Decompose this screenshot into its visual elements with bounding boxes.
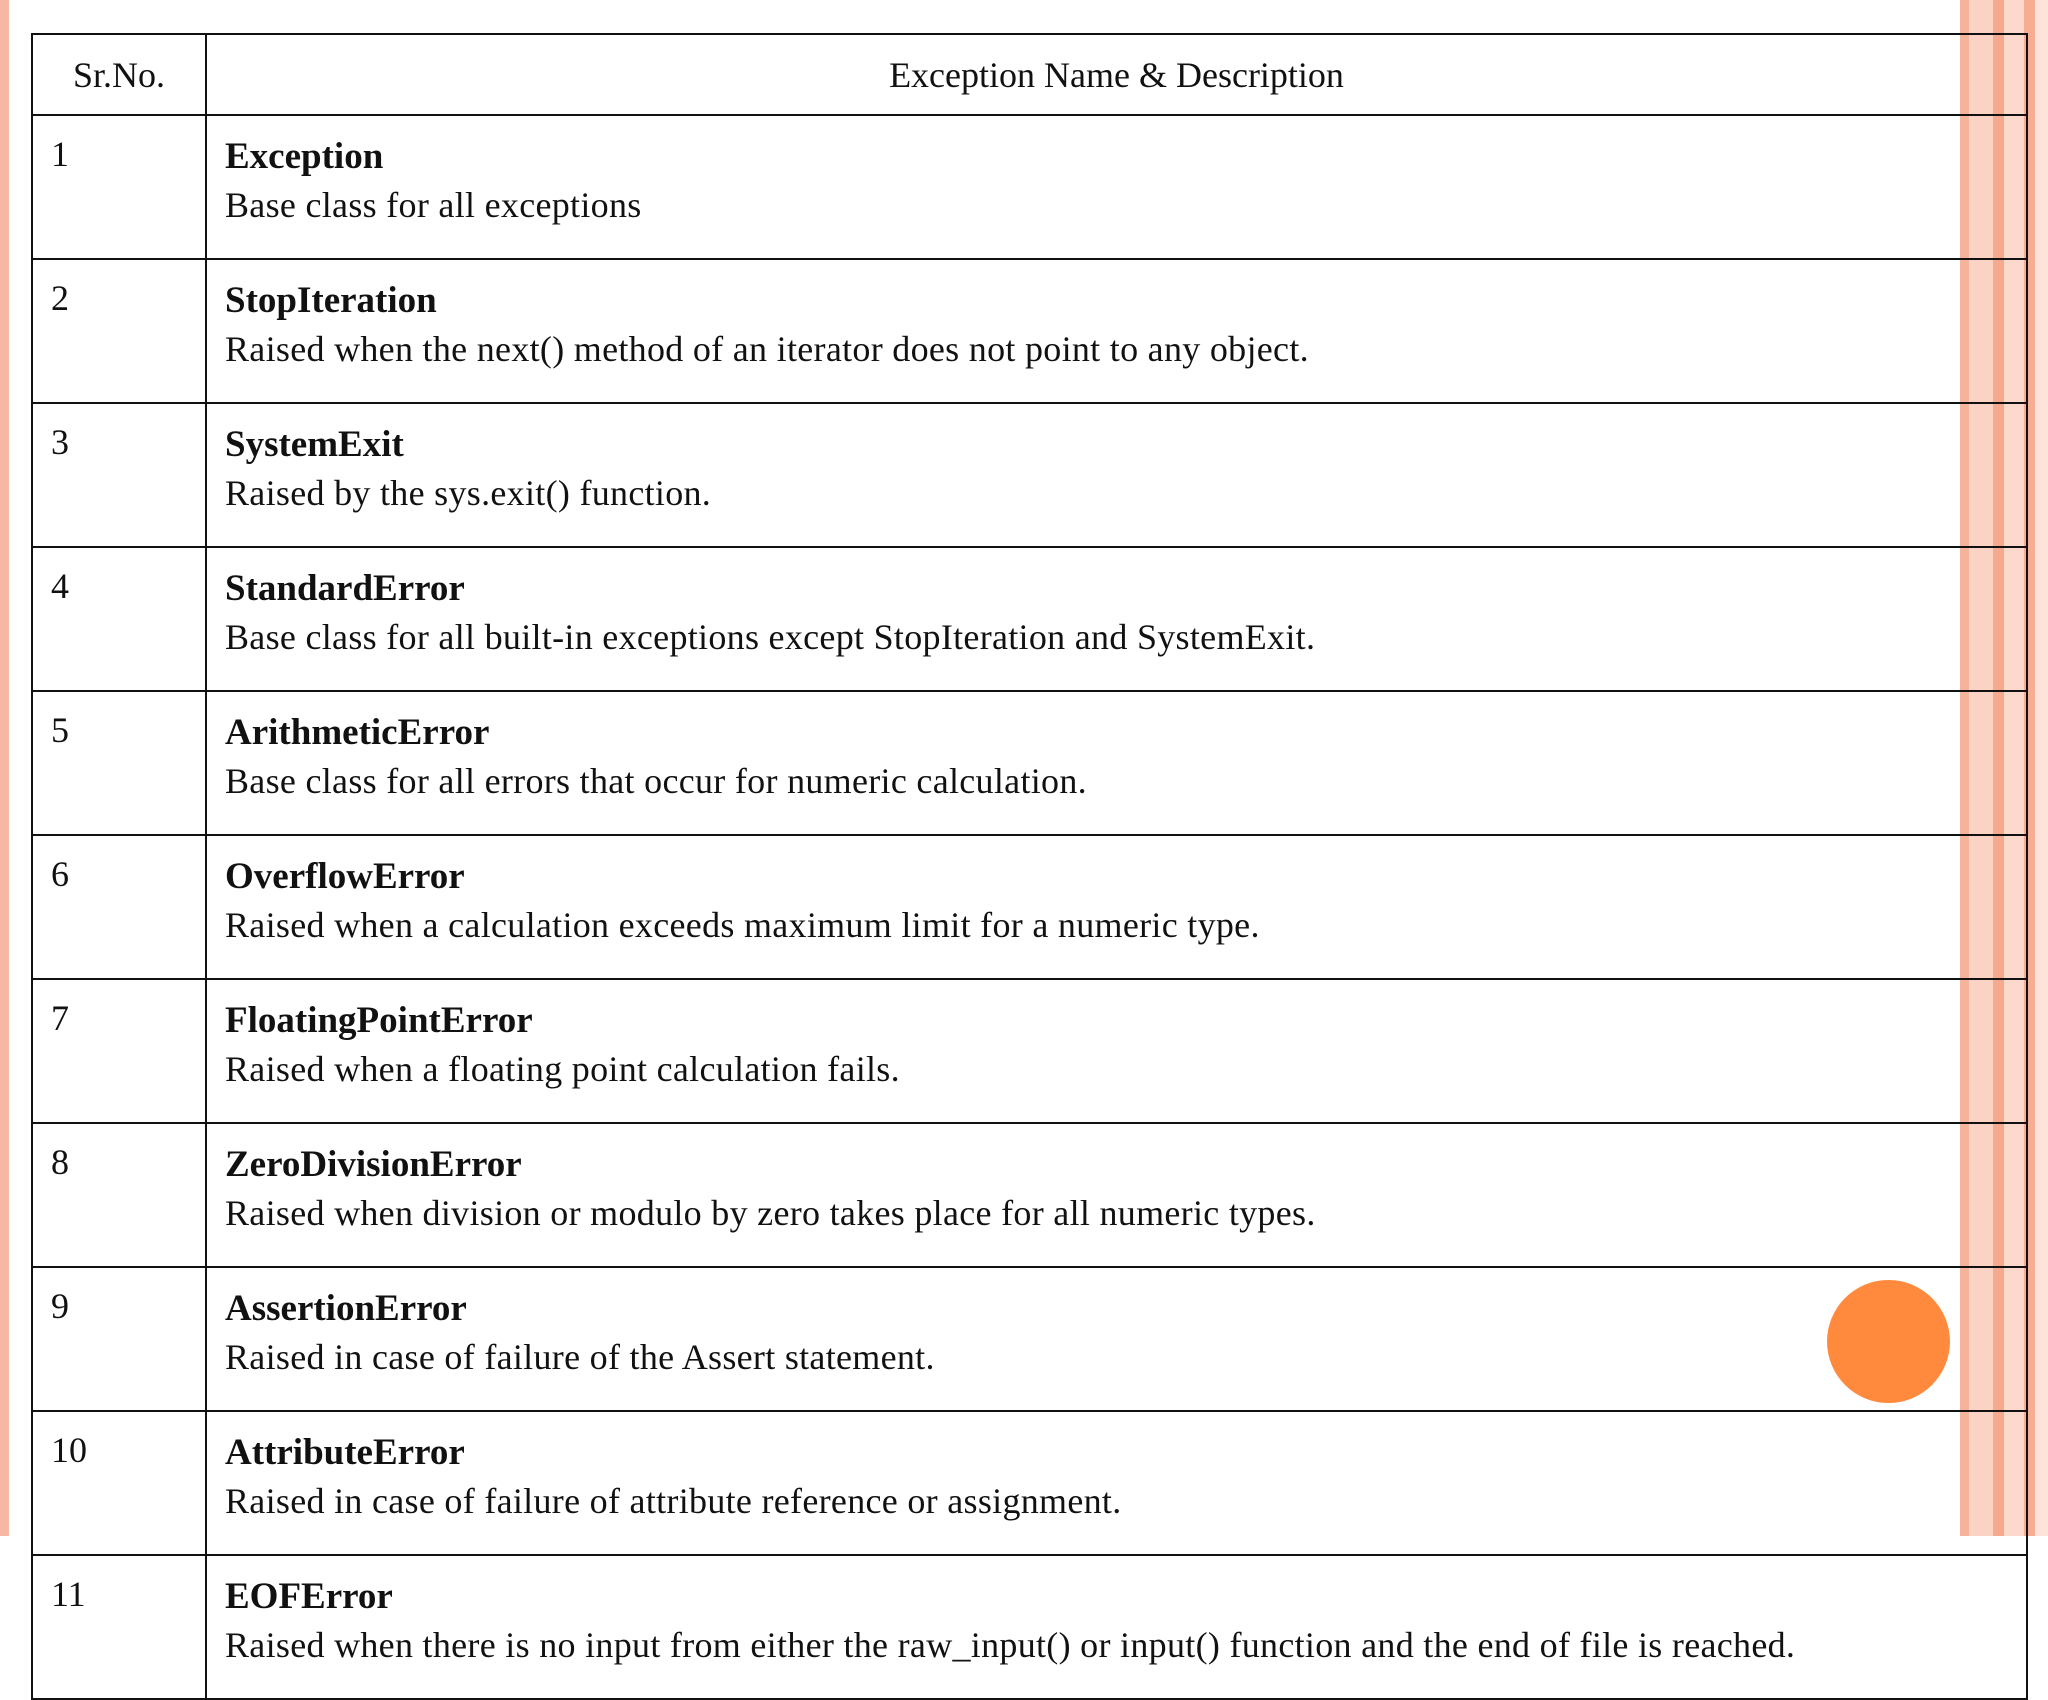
slide-right-stripe bbox=[2035, 0, 2048, 1536]
srno-column-header: Sr.No. bbox=[32, 34, 206, 115]
exception-cell bbox=[206, 1555, 2027, 1699]
exception-name: AssertionError bbox=[225, 1288, 467, 1329]
table-row bbox=[32, 979, 2027, 1123]
exception-name: AttributeError bbox=[225, 1432, 465, 1473]
row-number: 2 bbox=[32, 259, 206, 403]
table-row bbox=[32, 403, 2027, 547]
exception-name: SystemExit bbox=[225, 424, 404, 465]
exception-description: Raised by the sys.exit() function. bbox=[225, 473, 712, 513]
exception-name: ArithmeticError bbox=[225, 712, 490, 753]
exception-cell bbox=[206, 1123, 2027, 1267]
exception-description: Base class for all built-in exceptions except StopIteration and SystemExit. bbox=[225, 617, 1316, 657]
row-number: 11 bbox=[32, 1555, 206, 1699]
exception-cell bbox=[206, 403, 2027, 547]
table-row bbox=[32, 259, 2027, 403]
exception-cell bbox=[206, 547, 2027, 691]
exception-name: StopIteration bbox=[225, 280, 437, 321]
exception-name: StandardError bbox=[225, 568, 465, 609]
exception-name: ZeroDivisionError bbox=[225, 1144, 522, 1185]
exception-description: Raised in case of failure of attribute reference or assignment. bbox=[225, 1481, 1122, 1521]
exception-name: EOFError bbox=[225, 1576, 393, 1617]
slide-left-border bbox=[0, 0, 9, 1536]
table-row bbox=[32, 835, 2027, 979]
table-row bbox=[32, 1555, 2027, 1699]
exception-description: Raised when division or modulo by zero takes place for all numeric types. bbox=[225, 1193, 1316, 1233]
exception-column-header: Exception Name & Description bbox=[206, 34, 2027, 115]
exception-description: Base class for all exceptions bbox=[225, 185, 642, 225]
exception-cell bbox=[206, 1267, 2027, 1411]
exception-cell bbox=[206, 691, 2027, 835]
exception-description: Raised when the next() method of an iterator does not point to any object. bbox=[225, 329, 1309, 369]
exception-cell bbox=[206, 115, 2027, 259]
row-number: 4 bbox=[32, 547, 206, 691]
table-row bbox=[32, 115, 2027, 259]
row-number: 6 bbox=[32, 835, 206, 979]
exception-cell bbox=[206, 835, 2027, 979]
table-header-row bbox=[32, 34, 2027, 115]
row-number: 5 bbox=[32, 691, 206, 835]
table-row bbox=[32, 691, 2027, 835]
row-number: 8 bbox=[32, 1123, 206, 1267]
table-row bbox=[32, 547, 2027, 691]
row-number: 7 bbox=[32, 979, 206, 1123]
row-number: 9 bbox=[32, 1267, 206, 1411]
exception-cell bbox=[206, 979, 2027, 1123]
exception-name: FloatingPointError bbox=[225, 1000, 533, 1041]
exception-description: Raised when there is no input from either the raw_input() or input() function and the end of file is reached. bbox=[225, 1625, 1796, 1665]
exception-description: Base class for all errors that occur for numeric calculation. bbox=[225, 761, 1087, 801]
orange-circle-decoration bbox=[1827, 1280, 1950, 1403]
exception-name: Exception bbox=[225, 136, 384, 177]
exception-description: Raised when a floating point calculation fails. bbox=[225, 1049, 900, 1089]
exceptions-table bbox=[31, 33, 2028, 1700]
exception-cell bbox=[206, 259, 2027, 403]
row-number: 3 bbox=[32, 403, 206, 547]
row-number: 1 bbox=[32, 115, 206, 259]
exception-description: Raised when a calculation exceeds maximum limit for a numeric type. bbox=[225, 905, 1260, 945]
exception-name: OverflowError bbox=[225, 856, 465, 897]
exception-cell bbox=[206, 1411, 2027, 1555]
table-row bbox=[32, 1123, 2027, 1267]
table-row bbox=[32, 1267, 2027, 1411]
table-row bbox=[32, 1411, 2027, 1555]
exception-description: Raised in case of failure of the Assert statement. bbox=[225, 1337, 935, 1377]
row-number: 10 bbox=[32, 1411, 206, 1555]
